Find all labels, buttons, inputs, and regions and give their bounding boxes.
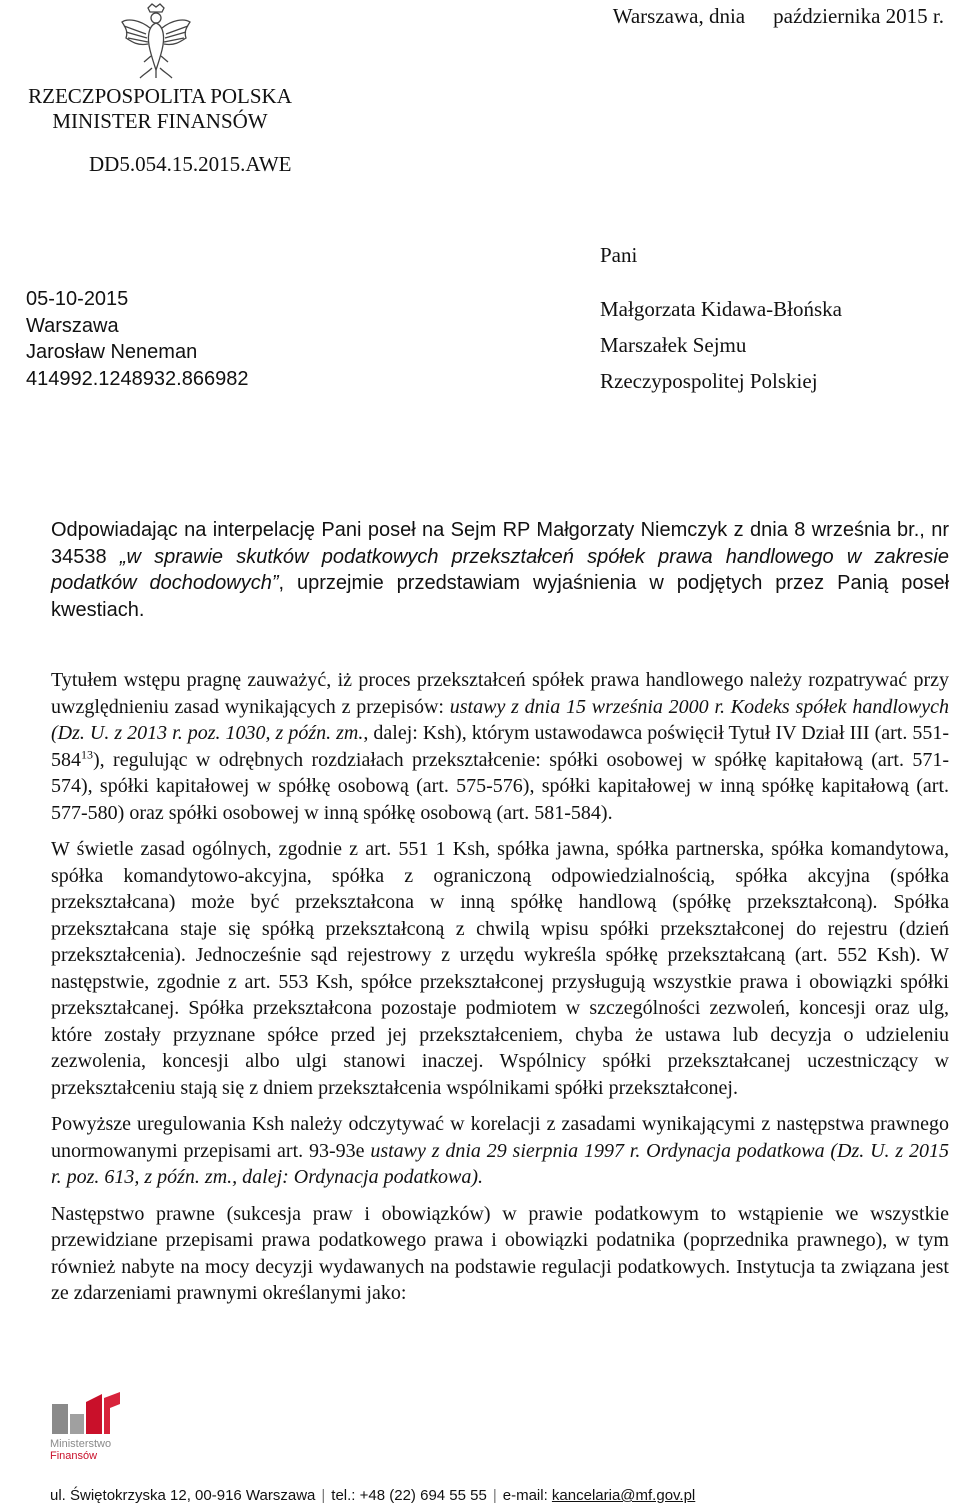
paragraph-1 (51, 517, 949, 623)
footer-email-label: e-mail: (502, 1487, 548, 1504)
p1-text-a: Odpowiadając na interpelację Pani poseł na Sejm RP Małgorzaty Niemczyk z dnia 8 września br., nr 34538 (51, 519, 949, 568)
paragraph-4 (51, 1111, 949, 1191)
logo-word-finance: Finansów (50, 1450, 98, 1462)
addressee-title: Marszałek Sejmu (600, 333, 747, 357)
date-suffix: października 2015 r. (773, 4, 944, 28)
footer-separator-1: | (321, 1487, 326, 1504)
paragraph-3: W świetle zasad ogólnych, zgodnie z art. 551 1 Ksh, spółka jawna, spółka partnerska, spółka komandytowa, spółka komandytowo-akcyjna, spółka z ograniczoną odpowiedzialnością, spółka akcyjna (spółka przekształcana) może być przekształcona w inną spółkę handlową (spółkę przekształconą). Spółka przekształcana staje się spółką przekształconą z chwilą wpisu spółki przekształconej do rejestru (dzień przekształcenia). Jednocześnie sąd rejestrowy z urzędu wykreśla spółkę przekształcaną (art. 552 Ksh). W następstwie, zgodnie z art. 553 Ksh, spółce przekształconej przysługują wszystkie prawa i obowiązki spółki przekształcanej. Spółka przekształcona pozostaje podmiotem w szczególności zezwoleń, koncesji oraz ulg, które zostały przyznane spółce przed jej przekształceniem, chyba że ustawa lub decyzja o udzieleniu zezwolenia, koncesji albo ulgi stanowi inaczej. Wspólnicy spółki przekształcanej uczestniczący w przekształceniu stają się z dniem przekształcenia wspólnikami spółki przekształconej. (51, 838, 949, 1099)
p4-italic: ustawy z dnia 29 sierpnia 1997 r. Ordynacja podatkowa (Dz. U. z 2015 r. poz. 613, z późn. zm., dalej: Ordynacja podatkowa). (51, 1139, 949, 1188)
polish-eagle-emblem (118, 2, 194, 80)
footer-contact (50, 1487, 695, 1504)
ministry-logo-text (50, 1438, 111, 1462)
footer-address: ul. Świętokrzyska 12, 00-916 Warszawa (50, 1487, 316, 1504)
meta-code: 414992.1248932.866982 (26, 367, 249, 390)
footer-email-link[interactable]: kancelaria@mf.gov.pl (551, 1487, 696, 1504)
paragraph-2 (51, 667, 949, 826)
footer-separator-2: | (492, 1487, 497, 1504)
p2-italic: ustawy z dnia 15 września 2000 r. Kodeks spółek handlowych (Dz. U. z 2013 r. poz. 1030, z późn. zm. (51, 695, 949, 744)
addressee-name: Małgorzata Kidawa-Błońska (600, 297, 843, 321)
ministry-heading (0, 84, 320, 134)
p2-superscript: 13 (81, 746, 93, 761)
ministry-line-2: MINISTER FINANSÓW (52, 109, 268, 133)
addressee-block (600, 243, 842, 405)
meta-city: Warszawa (26, 314, 119, 337)
meta-name: Jarosław Neneman (26, 341, 198, 363)
paragraph-5: Następstwo prawne (sukcesja praw i obowiązków) w prawie podatkowym to wstąpienie we wszystkie przewidziane przepisami prawa podatkowego prawa i obowiązki podatnika (poprzednika prawnego), w tym również nabyte na mocy decyzji wydawanych na podstawie regulacji podatkowych. Instytucja ta związana jest ze zdarzeniami prawnymi określanymi jako: (51, 1202, 949, 1304)
p4-text-a: Powyższe uregulowania Ksh należy odczytywać w korelacji z zasadami wynikającymi z następstwa prawnego unormowanymi przepisami art. 93-93e (51, 1113, 949, 1162)
place-and-date (613, 4, 944, 29)
letter-body (51, 517, 949, 1317)
p2-text-a: Tytułem wstępu pragnę zauważyć, iż proces przekształceń spółek prawa handlowego należy rozpatrywać przy uwzględnieniu zasad wynikających z przepisów: (51, 669, 949, 718)
logo-word-ministry: Ministerstwo (50, 1438, 112, 1450)
p1-italic: „w sprawie skutków podatkowych przekształceń spółek prawa handlowego w zakresie podatków dochodowych” (51, 545, 949, 594)
meta-date: 05-10-2015 (26, 288, 129, 310)
p2-text-b: , dalej: Ksh), którym ustawodawca poświęcił Tytuł IV Dział III (art. 551- 584 (51, 722, 949, 771)
ministry-line-1: RZECZPOSPOLITA POLSKA (28, 84, 292, 108)
reference-number: DD5.054.15.2015.AWE (89, 152, 292, 176)
p2-text-c: ), regulując w odrębnych rozdziałach przekształcenie: spółki osobowej w spółkę kapitałową (art. 571-574), spółki kapitałowej w spółkę osobową (art. 575-576), spółki kapitałowej w inną spółkę kapitałową (art. 577-580) oraz spółki osobowej w inną spółkę osobową (art. 581-584). (51, 748, 949, 824)
footer-phone: tel.: +48 (22) 694 55 55 (331, 1487, 487, 1504)
addressee-institution: Rzeczypospolitej Polskiej (600, 369, 818, 393)
addressee-salutation: Pani (600, 243, 638, 267)
signature-meta (26, 286, 248, 392)
p1-text-b: , uprzejmie przedstawiam wyjaśnienia w podjętych przez Panią poseł kwestiach. (51, 572, 950, 621)
date-prefix: Warszawa, dnia (612, 4, 746, 28)
